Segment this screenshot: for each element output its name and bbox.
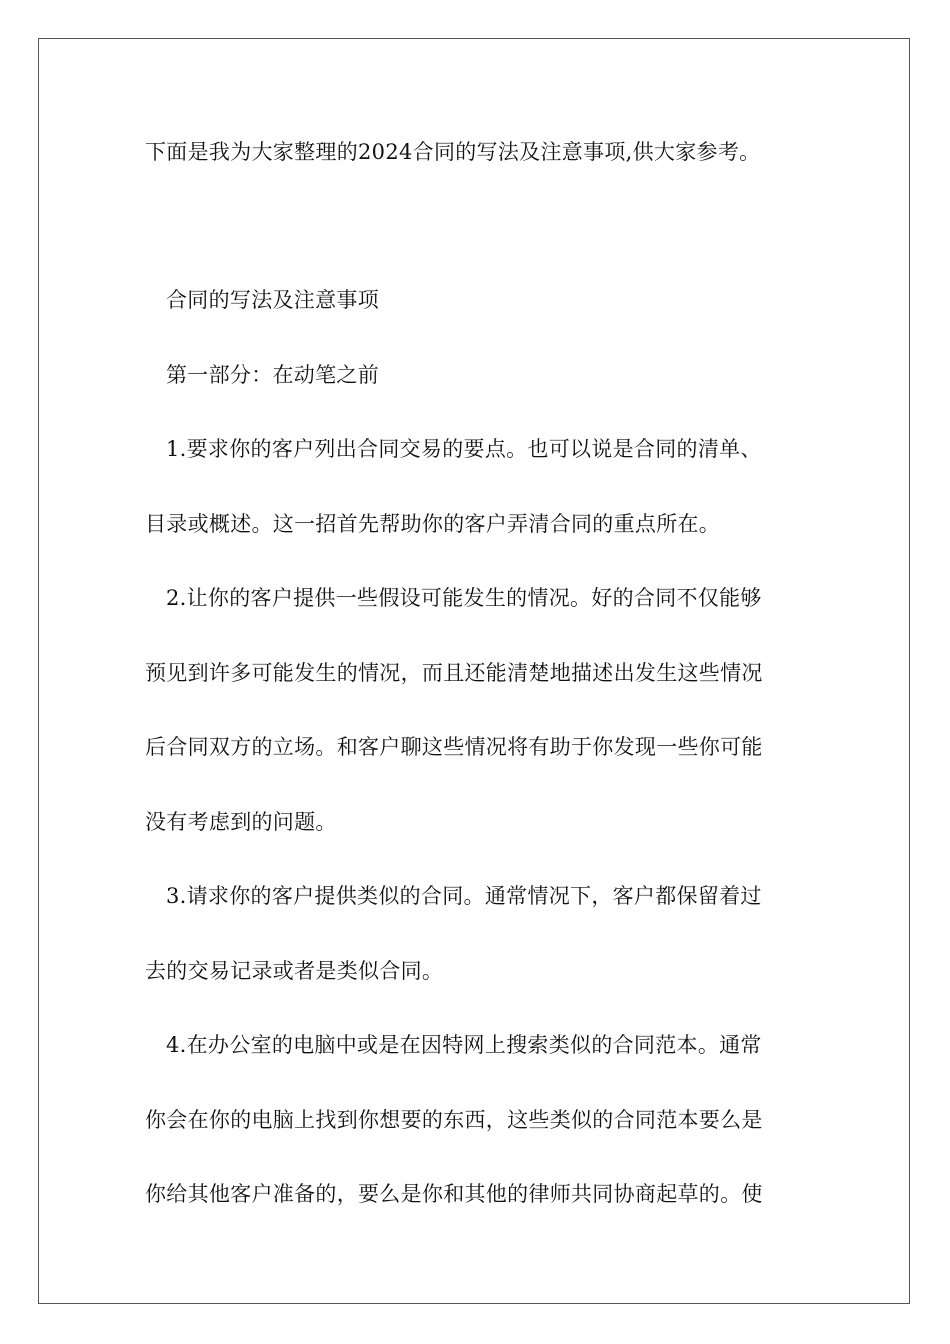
item-2-line-1: 2.让你的客户提供一些假设可能发生的情况。好的合同不仅能够 xyxy=(166,586,762,610)
item-3-line-1: 3.请求你的客户提供类似的合同。通常情况下，客户都保留着过 xyxy=(166,884,762,908)
item-1-line-2: 目录或概述。这一招首先帮助你的客户弄清合同的重点所在。 xyxy=(145,512,721,536)
item-4-line-1: 4.在办公室的电脑中或是在因特网上搜索类似的合同范本。通常 xyxy=(166,1033,762,1057)
item-2-line-2: 预见到许多可能发生的情况，而且还能清楚地描述出发生这些情况 xyxy=(145,661,763,685)
item-2-line-3: 后合同双方的立场。和客户聊这些情况将有助于你发现一些你可能 xyxy=(145,735,763,759)
intro-paragraph: 下面是我为大家整理的2024合同的写法及注意事项,供大家参考。 xyxy=(145,140,761,164)
item-3-line-2: 去的交易记录或者是类似合同。 xyxy=(145,959,444,983)
item-2-line-4: 没有考虑到的问题。 xyxy=(145,810,337,834)
item-4-line-3: 你给其他客户准备的，要么是你和其他的律师共同协商起草的。使 xyxy=(145,1182,763,1206)
item-4-line-2: 你会在你的电脑上找到你想要的东西，这些类似的合同范本要么是 xyxy=(145,1108,763,1132)
item-1-line-1: 1.要求你的客户列出合同交易的要点。也可以说是合同的清单、 xyxy=(166,437,762,461)
section-heading: 第一部分：在动笔之前 xyxy=(166,363,379,387)
document-title: 合同的写法及注意事项 xyxy=(166,288,379,312)
